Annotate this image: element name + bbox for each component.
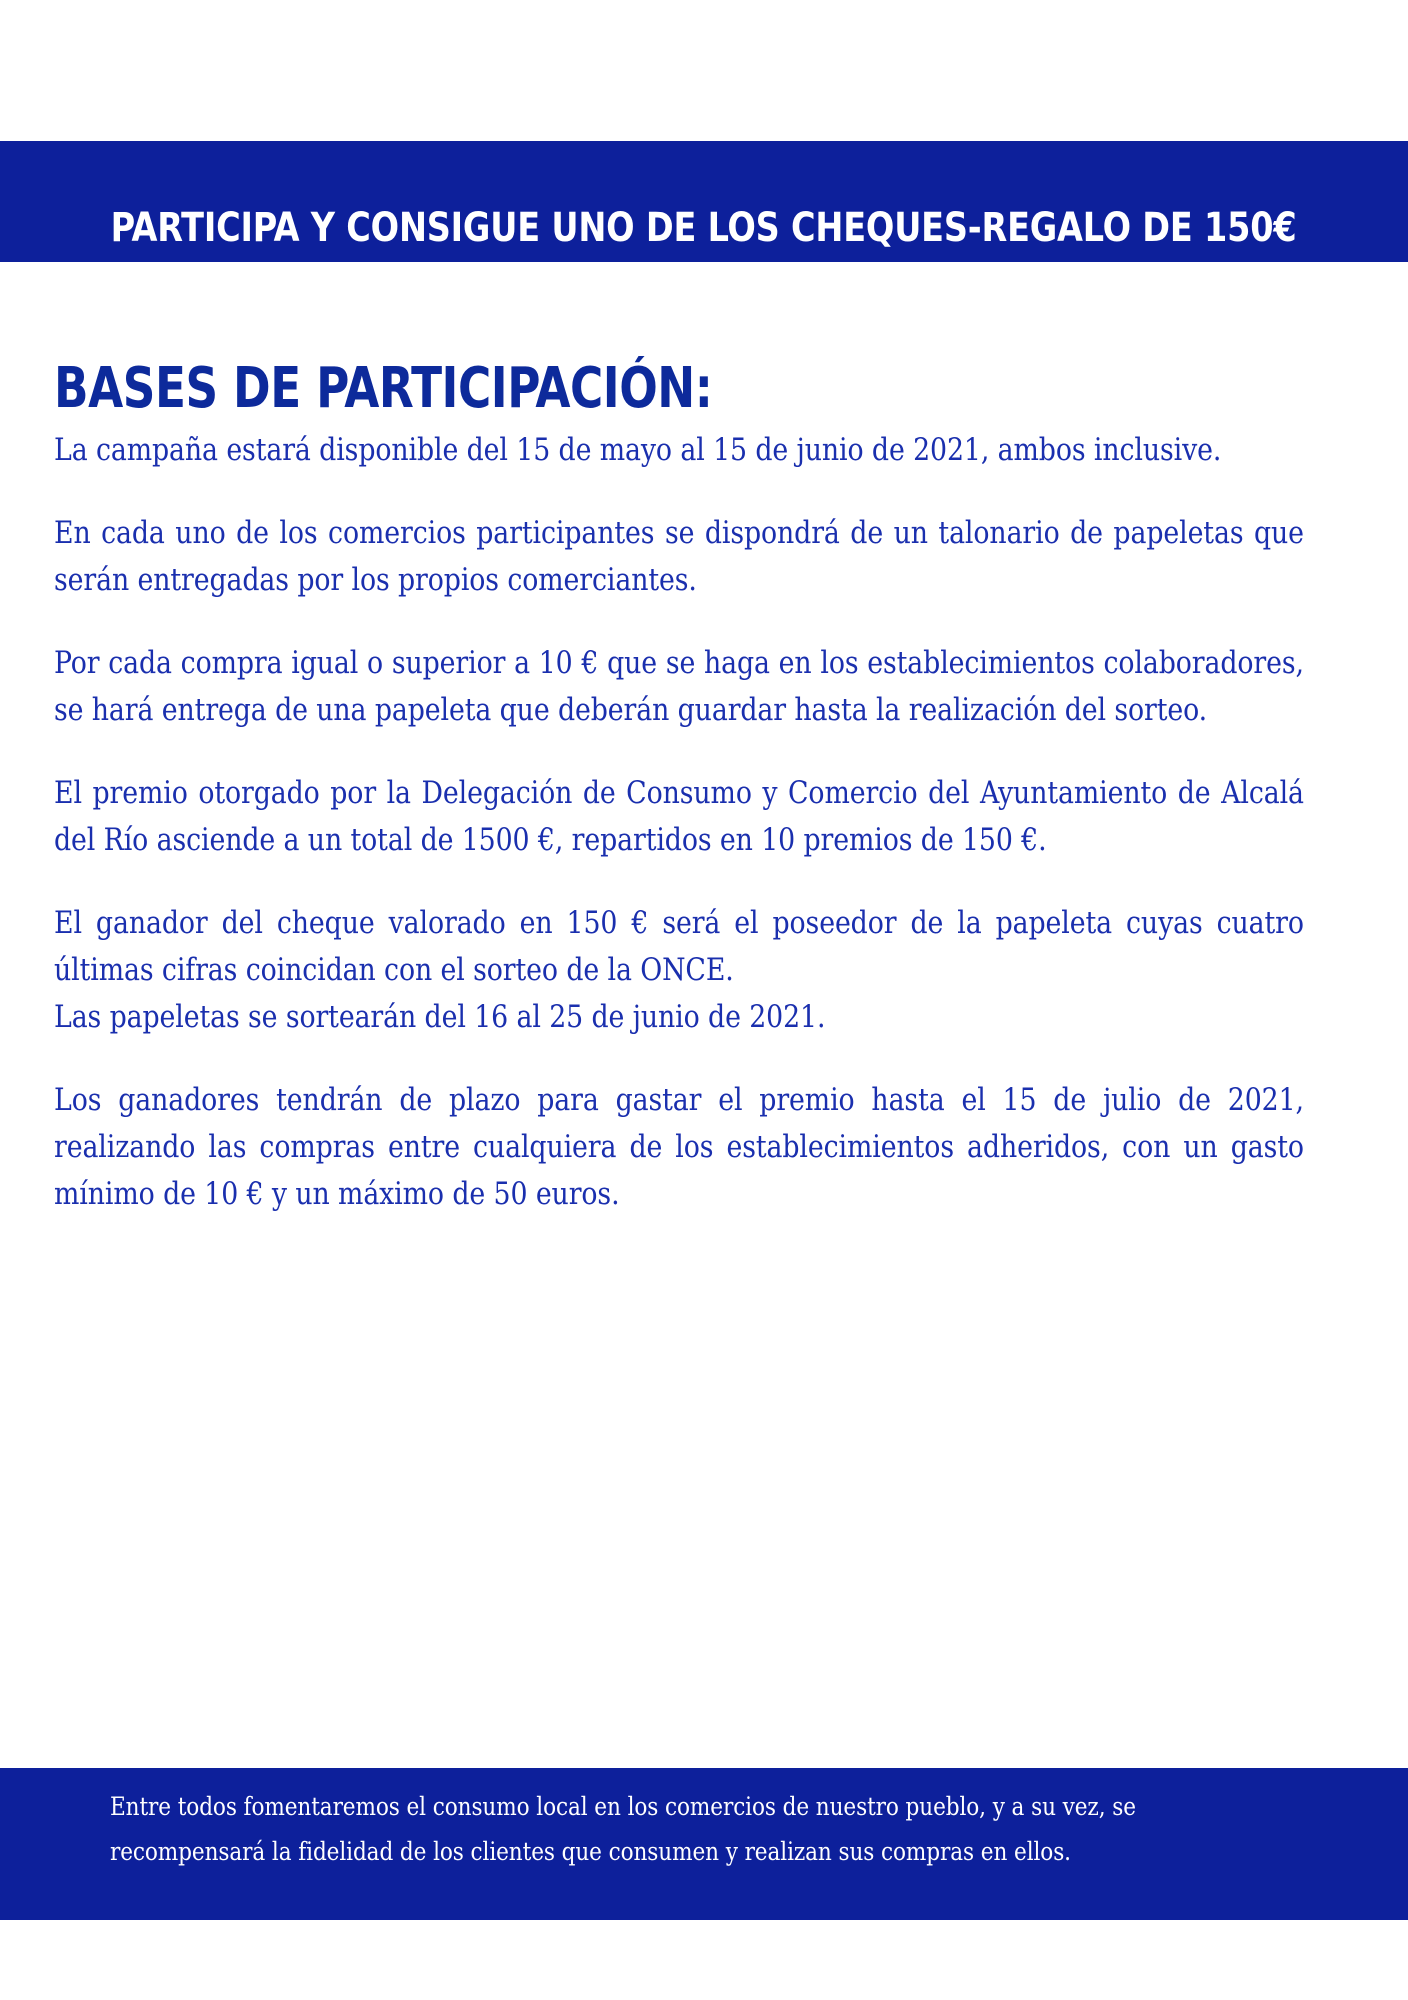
page-title: BASES DE PARTICIPACIÓN: [54, 356, 713, 421]
rule-paragraph-6: Las papeletas se sortearán del 16 al 25 de junio de 2021. [54, 998, 826, 1035]
bottom-banner [0, 1768, 1408, 1920]
rule-paragraph-4: El premio otorgado por la Delegación de Consumo y Comercio del Ayuntamiento de Alcalá del Río asciende a un total de 1500 €, repartidos en 10 premios de 150 €. [54, 774, 1304, 858]
rule-paragraph-5: El ganador del cheque valorado en 150 € será el poseedor de la papeleta cuyas cuatro últimas cifras coincidan con el sorteo de la ONCE. [54, 904, 1304, 988]
banner-title: PARTICIPA Y CONSIGUE UNO DE LOS CHEQUES-REGALO DE 150€ [111, 205, 1297, 251]
rule-paragraph-2: En cada uno de los comercios participantes se dispondrá de un talonario de papeletas que serán entregadas por los propios comerciantes. [54, 514, 1304, 598]
rule-paragraph-3: Por cada compra igual o superior a 10 € que se haga en los establecimientos colaboradores, se hará entrega de una papeleta que deberán guardar hasta la realización del sorteo. [54, 644, 1304, 728]
main-content [54, 356, 1356, 1218]
rule-paragraph-1: La campaña estará disponible del 15 de mayo al 15 de junio de 2021, ambos inclusive. [54, 431, 1222, 468]
footer-message: Entre todos fomentaremos el consumo local en los comercios de nuestro pueblo, y a su vez, se recompensará la fidelidad de los clientes que consumen y realizan sus compras en ellos. [110, 1792, 1136, 1866]
top-banner [0, 141, 1408, 262]
rule-paragraph-7: Los ganadores tendrán de plazo para gastar el premio hasta el 15 de julio de 2021, realizando las compras entre cualquiera de los establecimientos adheridos, con un gasto mínimo de 10 € y un máximo de 50 euros. [54, 1081, 1304, 1212]
